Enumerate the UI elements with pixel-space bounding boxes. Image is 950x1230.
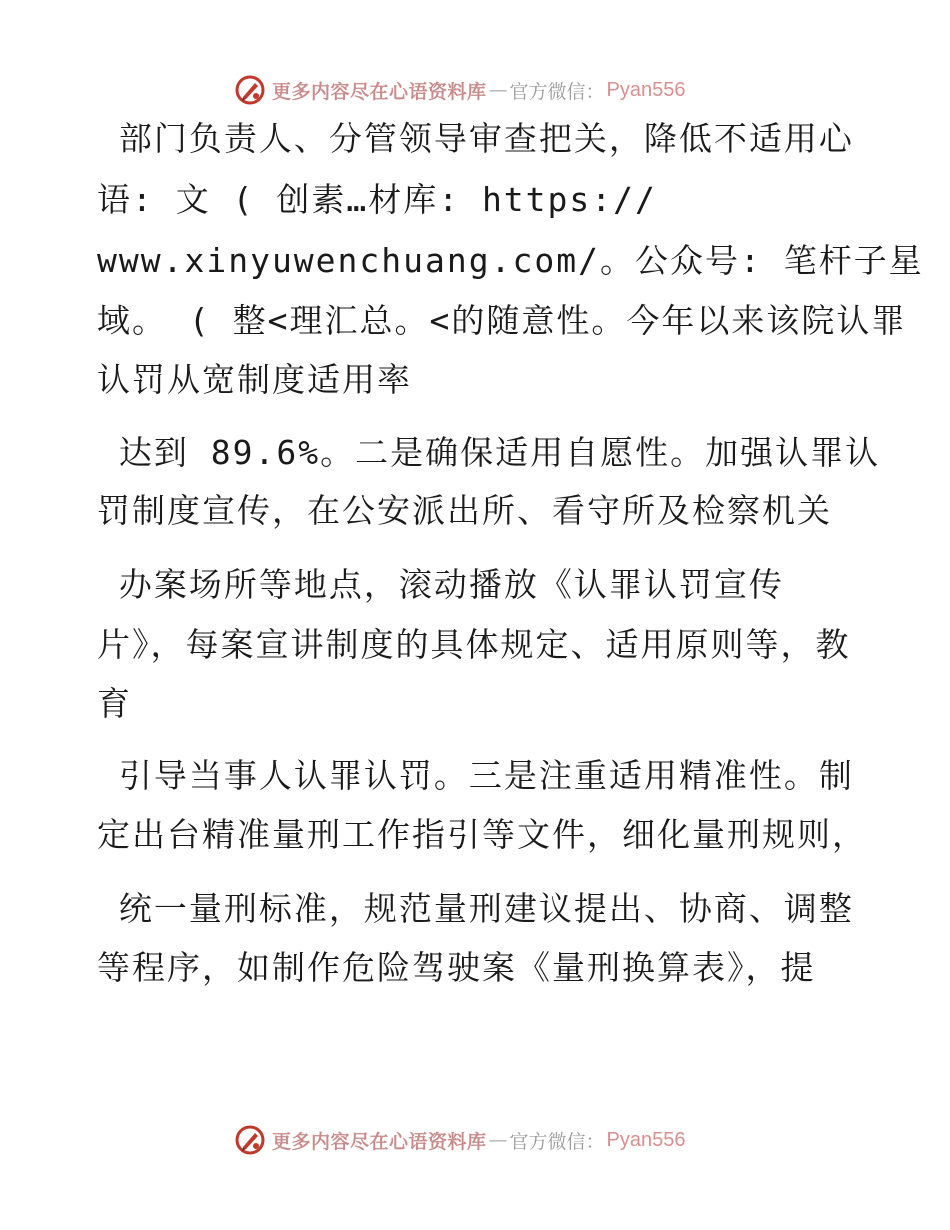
body-line: 统一量刑标准，规范量刑建议提出、协商、调整 — [97, 889, 854, 928]
body-line: 育 — [97, 684, 132, 723]
footer-wechat-label: 官方微信： — [509, 1130, 605, 1153]
header-banner-dash: — — [488, 79, 508, 101]
body-line: 达到 89.6%。二是确保适用自愿性。加强认罪认 — [97, 433, 881, 472]
body-line: 语: 文 ( 创素…材库: https:// — [97, 180, 657, 219]
header-wechat-id: Pyan556 — [606, 78, 686, 101]
footer-banner — [234, 1122, 686, 1158]
body-line: 等程序，如制作危险驾驶案《量刑换算表》，提 — [97, 948, 816, 987]
body-line: 引导当事人认罪认罚。三是注重适用精准性。制 — [97, 756, 854, 795]
footer-wechat-id: Pyan556 — [606, 1128, 686, 1151]
header-banner-text: 更多内容尽在心语资料库 — [272, 80, 487, 103]
body-line: 罚制度宣传，在公安派出所、看守所及检察机关 — [97, 491, 832, 530]
footer-banner-text: 更多内容尽在心语资料库 — [272, 1130, 487, 1153]
header-wechat-label: 官方微信： — [509, 80, 605, 103]
body-line: www.xinyuwenchuang.com/。公众号: 笔杆子星 — [97, 241, 924, 280]
pen-logo-icon — [234, 74, 266, 106]
header-banner — [234, 72, 686, 108]
footer-banner-dash: — — [488, 1129, 508, 1151]
body-line: 定出台精准量刑工作指引等文件，细化量刑规则， — [97, 815, 867, 854]
body-line: 片》，每案宣讲制度的具体规定、适用原则等，教 — [97, 625, 851, 664]
pen-logo-icon — [234, 1124, 266, 1156]
body-line: 域。 ( 整<理汇总。<的随意性。今年以来该院认罪 — [97, 301, 907, 340]
body-line: 认罚从宽制度适用率 — [97, 360, 412, 399]
body-line: 部门负责人、分管领导审查把关，降低不适用心 — [97, 119, 854, 158]
body-line: 办案场所等地点，滚动播放《认罪认罚宣传 — [97, 565, 784, 604]
